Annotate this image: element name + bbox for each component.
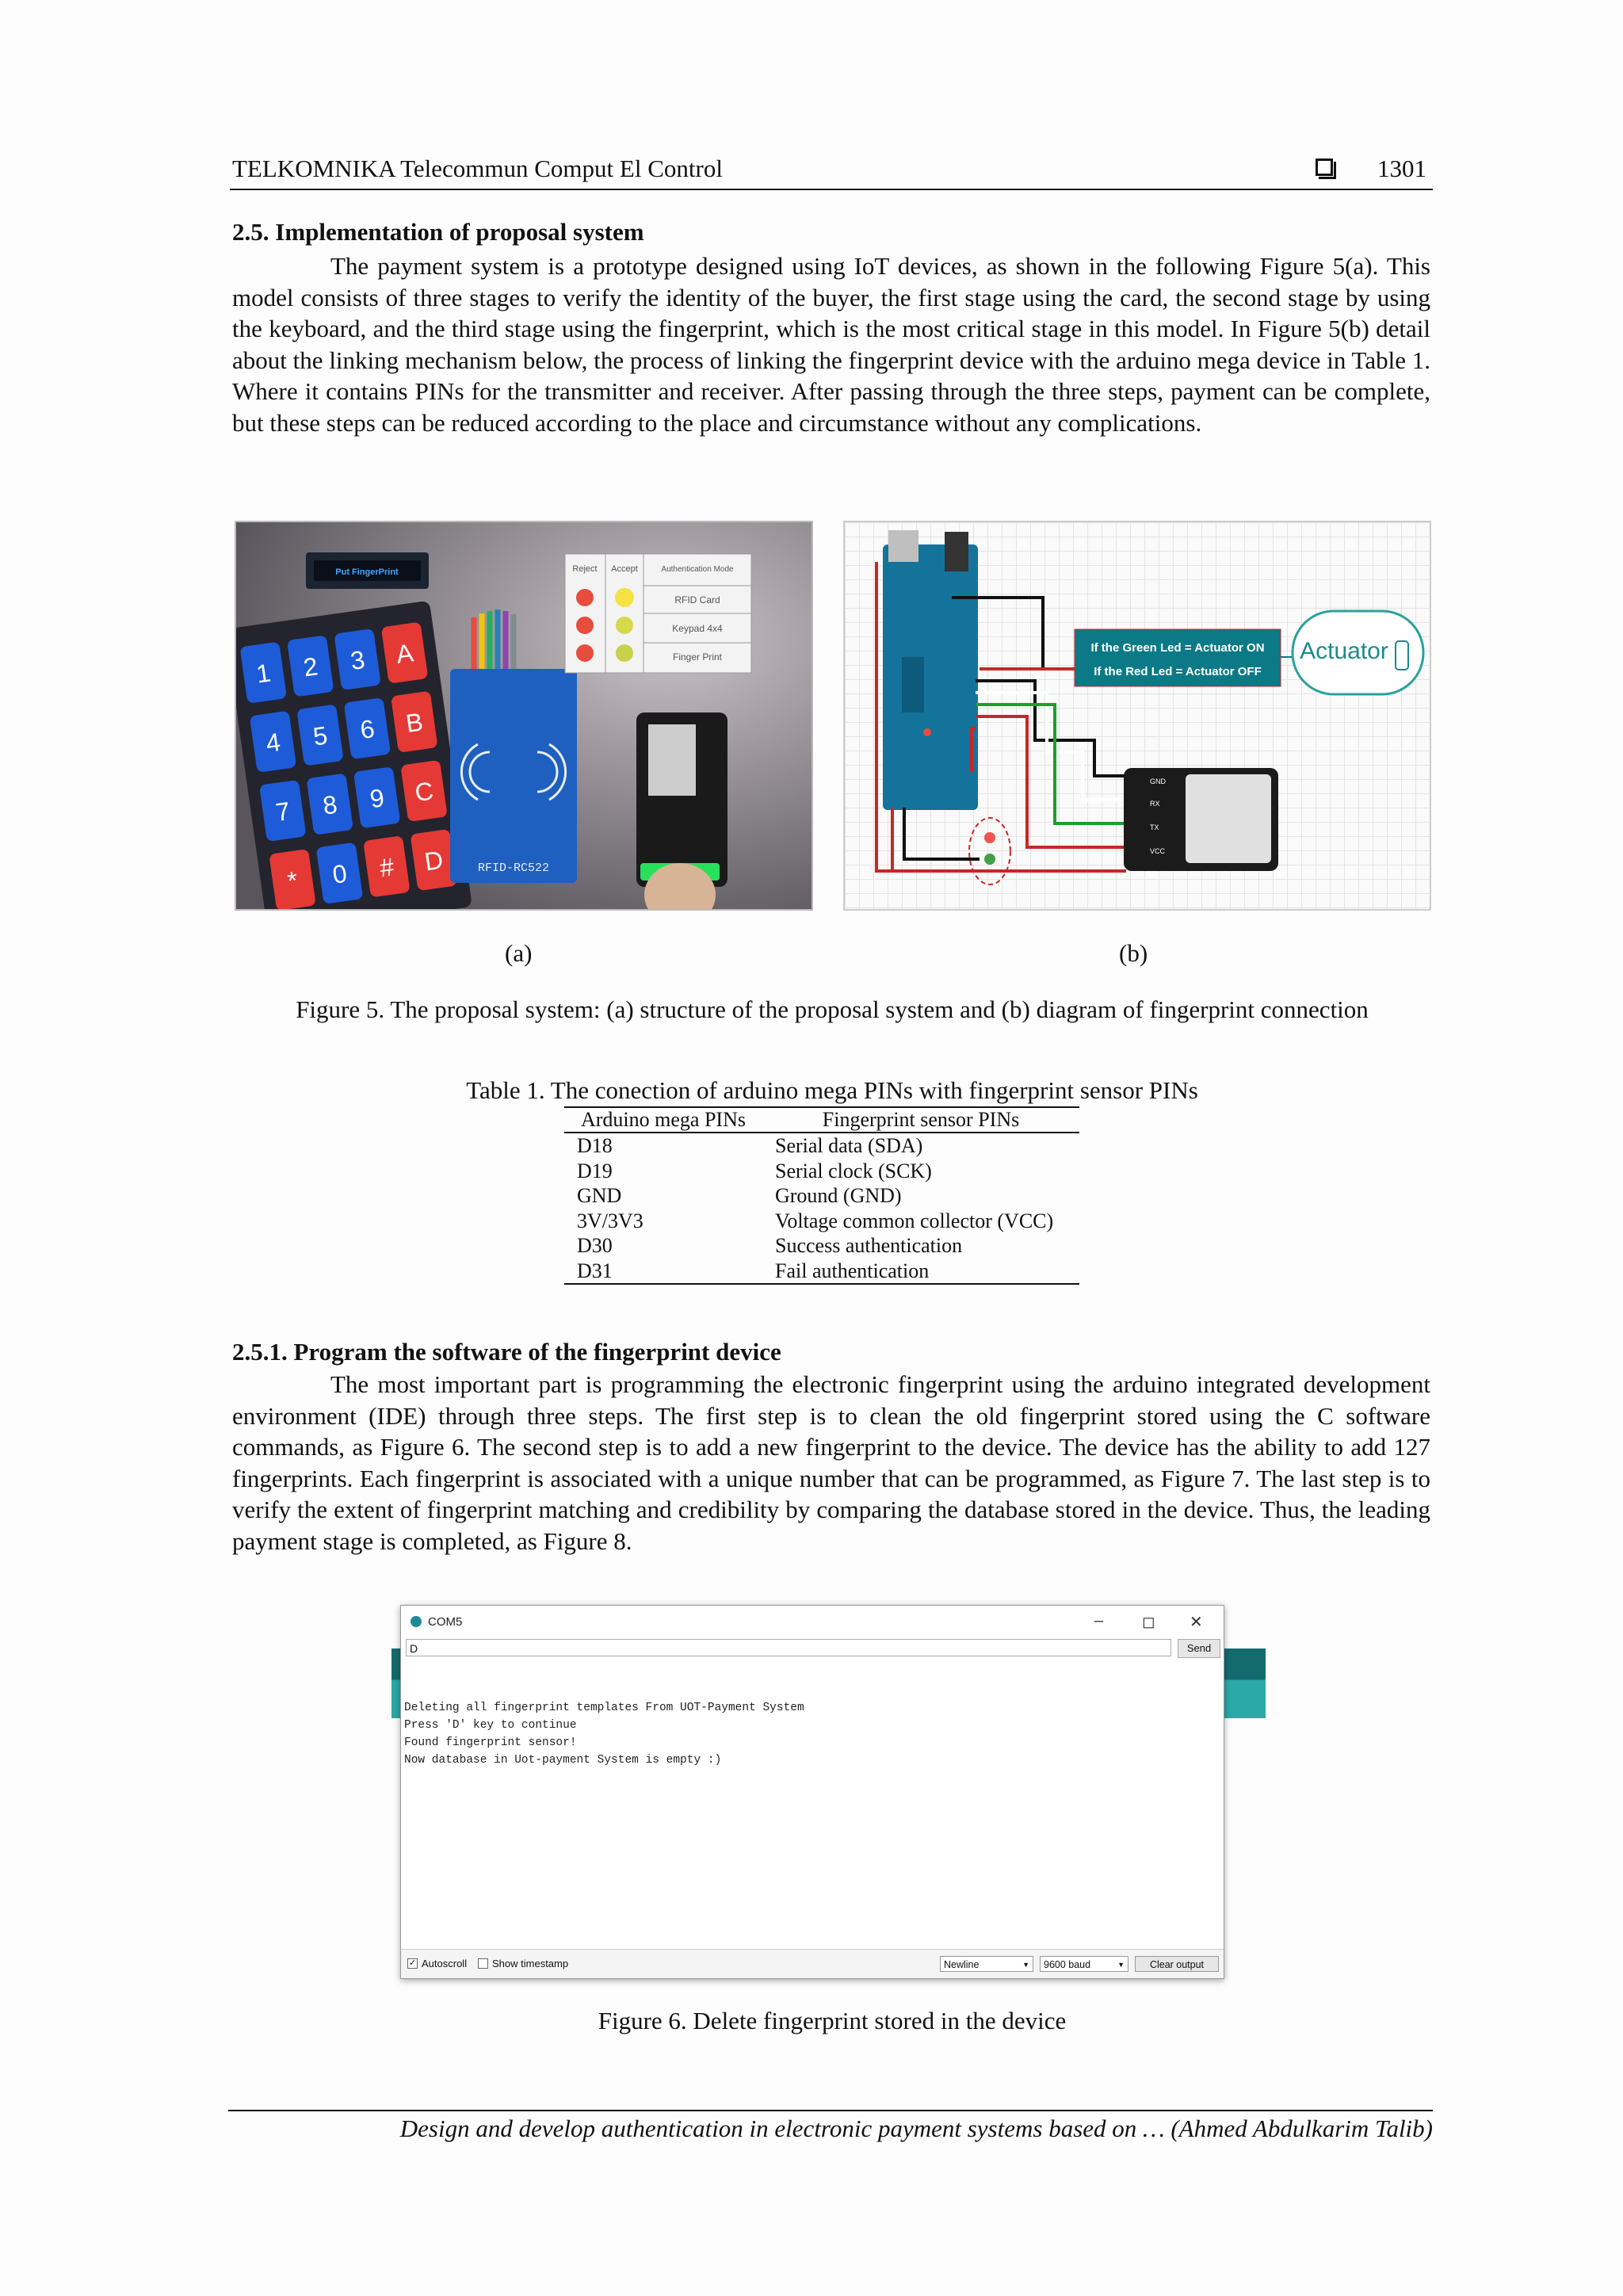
arduino-app-icon: [411, 1616, 422, 1627]
pin-tx-label: TX: [1150, 823, 1159, 831]
table-row: [564, 1133, 1079, 1159]
autoscroll-label: Autoscroll: [422, 1958, 468, 1969]
table-cell: Ground (GND): [775, 1184, 902, 1207]
subsection-heading: 2.5.1. Program the software of the fingerprint device: [232, 1338, 781, 1366]
actuator-label: Actuator: [1300, 638, 1388, 664]
journal-title: TELKOMNIKA Telecommun Comput El Control: [232, 155, 723, 182]
keypad-key-label: 7: [273, 796, 292, 827]
table-cell: Serial clock (SCK): [775, 1159, 932, 1182]
keypad-key-label: 1: [254, 658, 273, 689]
label-reject: Reject: [572, 564, 598, 574]
table-cell: Fail authentication: [762, 1259, 1079, 1285]
table-row: [564, 1183, 1079, 1209]
label-rfid: RFID Card: [674, 594, 720, 606]
table-cell: GND: [577, 1184, 622, 1207]
table-cell: D31: [564, 1259, 762, 1285]
window-title: COM5: [428, 1614, 463, 1629]
label-keypad: Keypad 4x4: [672, 623, 723, 634]
table-cell: Serial data (SDA): [775, 1134, 923, 1157]
body-paragraph: [232, 1369, 1430, 1557]
keypad-key-label: 6: [358, 714, 376, 745]
square-bullet-icon: [1316, 159, 1333, 176]
chevron-down-icon: ▼: [1022, 1961, 1029, 1969]
timestamp-label: Show timestamp: [492, 1958, 569, 1969]
table-row: [564, 1259, 1079, 1285]
table-row: [564, 1209, 1079, 1234]
pin-rx-label: RX: [1150, 800, 1160, 808]
table-cell: D18: [577, 1134, 613, 1157]
subfigure-label-a: (a): [505, 939, 533, 967]
keypad-key-label: D: [422, 845, 445, 877]
body-paragraph: [232, 250, 1430, 439]
footer-running-title: Design and develop authentication in electronic payment systems based on … (Ahmed Abdulkarim Talib): [399, 2115, 1433, 2142]
footer-rule: [228, 2110, 1433, 2111]
table-header-fingerprint: Fingerprint sensor PINs: [762, 1107, 1079, 1133]
table1: [564, 1106, 1079, 1285]
line-ending-select[interactable]: [940, 1956, 1033, 1972]
table-cell: Voltage common collector (VCC): [775, 1209, 1054, 1232]
console-line: Found fingerprint sensor!: [404, 1736, 577, 1749]
page-number: 1301: [1377, 155, 1426, 182]
chevron-down-icon: ▼: [1117, 1961, 1125, 1969]
paragraph-text: The most important part is programming the electronic fingerprint using the arduino integrated development environment (IDE) through three steps. The first step is to clean the old fingerprint stored using the C software commands, as Figure 6. The second step is to add a new fingerprint to the device. The device has the ability to add 127 fingerprints. Each fingerprint is associated with a unique number that can be programmed, as Figure 7. The last step is to verify the extent of fingerprint matching and credibility by comparing the database stored in the device. Thus, the leading payment stage is completed, as Figure 8.: [232, 1370, 1430, 1555]
prototype-photo: [235, 521, 813, 911]
keypad-key-label: 8: [321, 789, 339, 820]
line-ending-value: Newline: [944, 1959, 980, 1970]
keypad-key-label: #: [377, 852, 396, 883]
timestamp-checkbox[interactable]: [478, 1958, 488, 1969]
background-decoration: [1224, 1648, 1266, 1718]
keypad-key-label: 0: [330, 858, 349, 889]
background-decoration: [391, 1648, 400, 1718]
maximize-icon[interactable]: ◻: [1142, 1614, 1155, 1631]
keypad-key-label: 4: [264, 727, 283, 758]
label-auth-mode: Authentication Mode: [661, 565, 734, 574]
console-line: Press 'D' key to continue: [404, 1719, 577, 1732]
console-line: Deleting all fingerprint templates From UOT-Payment System: [404, 1702, 804, 1714]
close-icon[interactable]: ✕: [1190, 1614, 1203, 1631]
table-cell: D30: [577, 1234, 613, 1257]
keypad-key-label: A: [394, 638, 415, 669]
paragraph-text: The payment system is a prototype designed using IoT devices, as shown in the following Figure 5(a). This model consists of three stages to verify the identity of the buyer, the first stage using the card, the second stage by using the keyboard, and the third stage using the fingerprint, which is the most critical stage in this model. In Figure 5(b) detail about the linking mechanism below, the process of linking the fingerprint device with the arduino mega device in Table 1. Where it contains PINs for the transmitter and receiver. After passing through the three steps, payment can be complete, but these steps can be reduced according to the place and circumstance without any complications.: [232, 252, 1430, 437]
serial-output: [404, 1699, 804, 1769]
subfigure-label-b: (b): [1119, 939, 1148, 967]
table-header-row: [564, 1107, 1079, 1133]
table-cell: Success authentication: [775, 1234, 963, 1257]
red-led-note: If the Red Led = Actuator OFF: [1094, 665, 1262, 678]
label-finger: Finger Print: [672, 651, 723, 663]
table-row: [564, 1233, 1079, 1259]
keypad-key-label: B: [403, 707, 426, 739]
header-rule: [230, 189, 1433, 190]
table1-caption: Table 1. The conection of arduino mega PINs with fingerprint sensor PINs: [466, 1076, 1198, 1104]
baud-rate-value: 9600 baud: [1044, 1959, 1091, 1970]
keypad-key-label: *: [285, 865, 300, 896]
label-accept: Accept: [611, 564, 638, 574]
table-cell: D19: [577, 1159, 613, 1182]
keypad-key-label: 3: [348, 644, 367, 676]
serial-monitor-window: [400, 1605, 1224, 1979]
oled-text: Put FingerPrint: [335, 567, 399, 577]
console-line: Now database in Uot-payment System is empty :): [404, 1754, 722, 1767]
table-row: [564, 1159, 1079, 1184]
connection-diagram: [843, 521, 1431, 911]
table-cell: 3V/3V3: [577, 1209, 643, 1232]
keypad-key-label: 5: [311, 720, 330, 751]
clear-output-button[interactable]: Clear output: [1135, 1956, 1219, 1972]
keypad-key-label: C: [413, 776, 436, 808]
pin-vcc-label: VCC: [1150, 847, 1166, 855]
serial-input[interactable]: D: [406, 1639, 1171, 1656]
green-led-note: If the Green Led = Actuator ON: [1090, 641, 1265, 655]
pin-gnd-label: GND: [1150, 777, 1166, 785]
section-heading: 2.5. Implementation of proposal system: [232, 218, 644, 246]
baud-rate-select[interactable]: [1040, 1956, 1128, 1972]
serial-statusbar: [401, 1949, 1224, 1978]
autoscroll-checkbox[interactable]: ✓: [408, 1958, 417, 1968]
keypad-key-label: 9: [368, 783, 387, 814]
minimize-icon[interactable]: –: [1094, 1612, 1104, 1629]
keypad-key-label: 2: [301, 651, 320, 682]
send-button[interactable]: Send: [1178, 1639, 1220, 1658]
rfid-module-label: RFID-RC522: [477, 861, 550, 875]
figure6-caption: Figure 6. Delete fingerprint stored in the device: [598, 2007, 1067, 2034]
figure5-caption: Figure 5. The proposal system: (a) structure of the proposal system and (b) diagram of fingerprint connection: [296, 995, 1369, 1023]
table-header-arduino: Arduino mega PINs: [564, 1107, 762, 1133]
